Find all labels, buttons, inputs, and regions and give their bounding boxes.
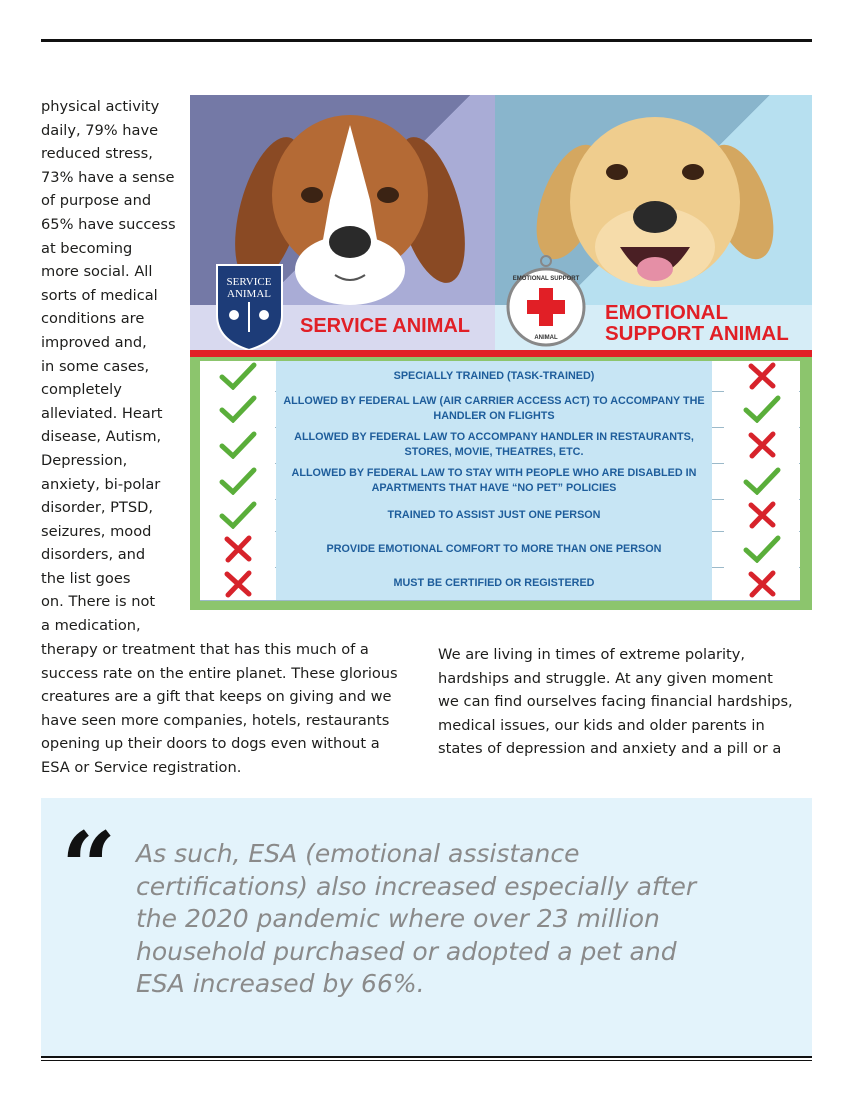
body-text-line: reduced stress,: [41, 145, 153, 163]
body-text-line: the list goes: [41, 569, 131, 587]
body-text-line: conditions are: [41, 310, 145, 328]
pull-quote: [41, 798, 812, 1056]
row-criterion: ALLOWED BY FEDERAL LAW TO ACCOMPANY HANDLER IN RESTAURANTS, STORES, MOVIE, THEATRES, ETC.: [276, 427, 712, 463]
service-badge-line1: SERVICE: [226, 276, 272, 288]
body-text-line: disorders, and: [41, 546, 146, 564]
divider-bar: [190, 350, 812, 357]
table-row: [200, 463, 800, 500]
esa-title-line2: SUPPORT ANIMAL: [605, 322, 789, 345]
body-text-line: a medication,: [41, 617, 141, 635]
service-vs-esa-infographic: [190, 95, 812, 610]
esa-cross-icon: [724, 361, 799, 391]
body-text-line: improved and,: [41, 333, 147, 351]
body-text-line: on. There is not: [41, 593, 156, 611]
row-criterion: SPECIALLY TRAINED (TASK-TRAINED): [276, 361, 712, 391]
body-text-line: medical issues, our kids and older parents in: [438, 716, 765, 734]
esa-check-icon: [724, 463, 799, 499]
body-text-line: 65% have success: [41, 215, 176, 233]
quote-line: As such, ESA (emotional assistance: [136, 839, 580, 868]
body-text-line: of purpose and: [41, 192, 152, 210]
service-cross-icon: [200, 567, 275, 600]
quote-mark-icon: “: [61, 811, 117, 924]
bottom-rule-thin: [41, 1060, 812, 1061]
body-text-line: therapy or treatment that has this much of a: [41, 641, 369, 658]
body-text-wide-column: [41, 638, 411, 780]
esa-check-icon: [724, 391, 799, 427]
row-criterion: ALLOWED BY FEDERAL LAW TO STAY WITH PEOPLE WHO ARE DISABLED IN APARTMENTS THAT HAVE “NO PET” POLICIES: [276, 463, 712, 499]
service-check-icon: [200, 391, 275, 427]
quote-text: [136, 838, 796, 1001]
body-text-narrow-column: [41, 95, 181, 638]
esa-cross-icon: [724, 499, 799, 531]
body-text-line: sorts of medical: [41, 286, 158, 304]
service-animal-badge-icon: [212, 260, 287, 355]
table-row: [200, 427, 800, 464]
body-text-line: have seen more companies, hotels, restaurants: [41, 711, 390, 729]
body-text-line: opening up their doors to dogs even without a: [41, 735, 380, 753]
body-text-line: anxiety, bi-polar: [41, 475, 161, 493]
service-check-icon: [200, 499, 275, 531]
body-text-line: we can find ourselves facing financial hardships,: [438, 693, 793, 711]
top-rule: [41, 39, 812, 42]
service-check-icon: [200, 361, 275, 391]
body-text-line: We are living in times of extreme polarity,: [438, 646, 746, 663]
quote-line: certifications) also increased especially after: [136, 871, 697, 901]
row-criterion: TRAINED TO ASSIST JUST ONE PERSON: [276, 499, 712, 531]
table-row: [200, 531, 800, 568]
body-text-line: daily, 79% have: [41, 121, 159, 139]
quote-line: household purchased or adopted a pet and: [136, 936, 677, 966]
body-text-line: completely: [41, 381, 122, 399]
body-text-line: success rate on the entire planet. These glorious: [41, 664, 398, 682]
service-cross-icon: [200, 531, 275, 567]
row-criterion: ALLOWED BY FEDERAL LAW (AIR CARRIER ACCESS ACT) TO ACCOMPANY THE HANDLER ON FLIGHTS: [276, 391, 712, 427]
esa-cross-icon: [724, 427, 799, 463]
row-criterion: PROVIDE EMOTIONAL COMFORT TO MORE THAN ONE PERSON: [276, 531, 712, 567]
body-text-line: disease, Autism,: [41, 428, 162, 446]
body-text-line: in some cases,: [41, 357, 150, 375]
esa-cross-icon: [724, 567, 799, 600]
body-text-line: ESA or Service registration.: [41, 758, 242, 776]
esa-badge-top: EMOTIONAL SUPPORT: [512, 276, 580, 282]
service-check-icon: [200, 427, 275, 463]
esa-badge-bottom: ANIMAL: [534, 335, 558, 341]
quote-line: ESA increased by 66%.: [136, 969, 425, 998]
table-row: [200, 361, 800, 392]
body-text-right-column: [438, 643, 818, 761]
body-text-line: disorder, PTSD,: [41, 499, 153, 517]
table-row: [200, 567, 800, 601]
esa-check-icon: [724, 531, 799, 567]
body-text-line: creatures are a gift that keeps on giving and we: [41, 688, 392, 706]
body-text-line: physical activity: [41, 98, 160, 115]
esa-title: [605, 302, 789, 344]
row-criterion: MUST BE CERTIFIED OR REGISTERED: [276, 567, 712, 600]
body-text-line: alleviated. Heart: [41, 404, 163, 422]
service-check-icon: [200, 463, 275, 499]
body-text-line: at becoming: [41, 239, 133, 257]
body-text-line: hardships and struggle. At any given moment: [438, 669, 773, 687]
service-badge-line2: ANIMAL: [227, 288, 271, 300]
service-animal-title: SERVICE ANIMAL: [300, 315, 471, 337]
body-text-line: more social. All: [41, 263, 153, 281]
body-text-line: Depression,: [41, 451, 128, 469]
esa-badge-icon: [505, 255, 587, 350]
table-row: [200, 391, 800, 428]
body-text-line: seizures, mood: [41, 522, 152, 540]
body-text-line: 73% have a sense: [41, 168, 175, 186]
quote-line: the 2020 pandemic where over 23 million: [136, 904, 660, 933]
body-text-line: states of depression and anxiety and a pill or a: [438, 740, 782, 758]
bottom-rule: [41, 1056, 812, 1058]
esa-title-line1: EMOTIONAL: [605, 301, 728, 324]
table-row: [200, 499, 800, 532]
comparison-table: [200, 361, 800, 600]
